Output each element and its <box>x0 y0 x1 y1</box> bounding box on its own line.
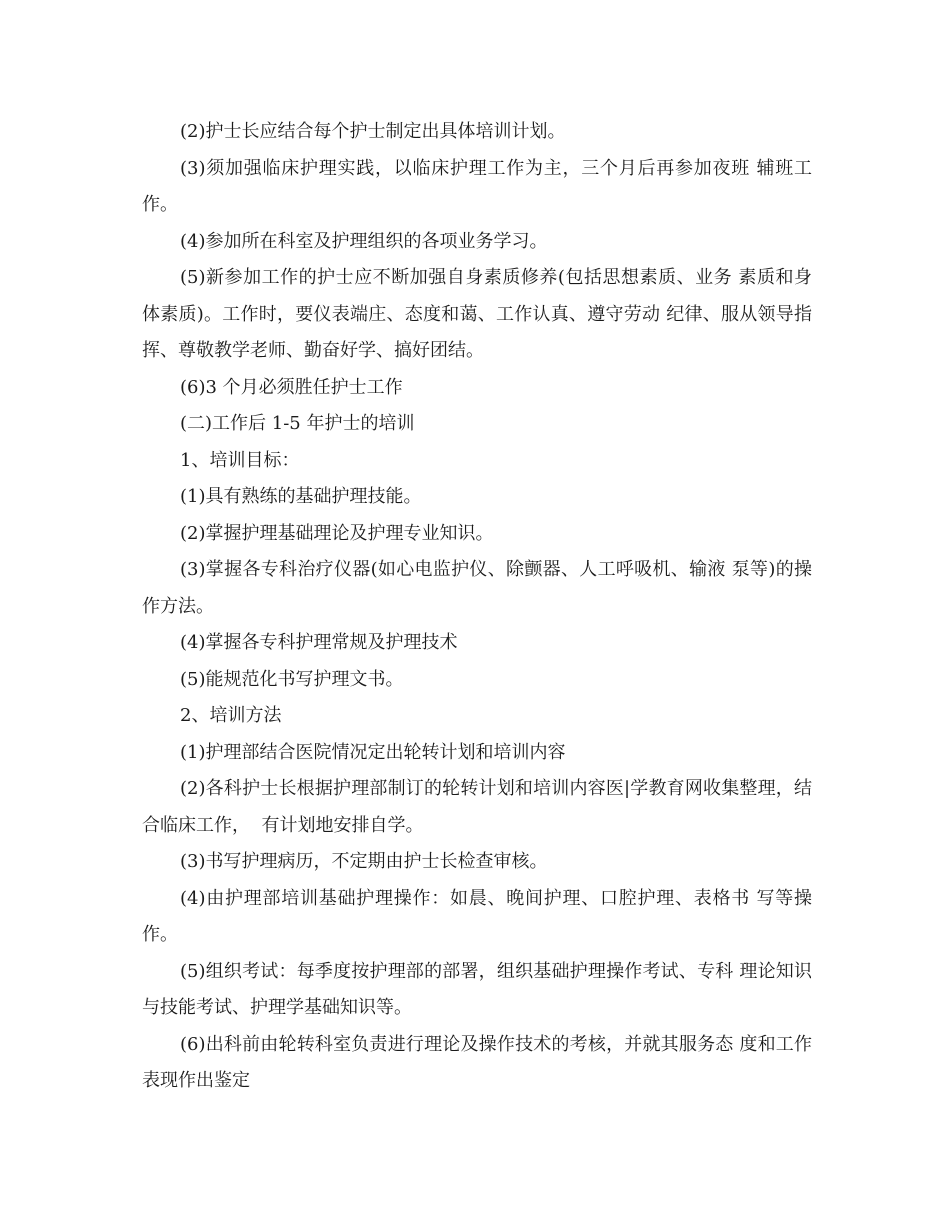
subheading-training-goals: 1、培训目标： <box>180 449 300 471</box>
paragraph-self-cultivation: (5)新参加工作的护士应不断加强自身素质修养(包括思想素质、业务 素质和身体素质)。工作时，要仪表端庄、态度和蔼、工作认真、遵守劳动 纪律、服从领导指挥、尊敬教学老师、勤奋好学、搞好团结。 <box>142 267 812 361</box>
document-body <box>142 114 812 1100</box>
paragraph-goal-4: (4)掌握各专科护理常规及护理技术 <box>180 632 458 653</box>
paragraph-goal-3: (3)掌握各专科治疗仪器(如心电监护仪、除颤器、人工呼吸机、输液 泵等)的操作方法。 <box>142 559 812 617</box>
paragraph-method-1: (1)护理部结合医院情况定出轮转计划和培训内容 <box>180 741 566 763</box>
paragraph-goal-5: (5)能规范化书写护理文书。 <box>180 668 404 690</box>
paragraph-method-2: (2)各科护士长根据护理部制订的轮转计划和培训内容医|学教育网收集整理，结合临床工作， 有计划地安排自学。 <box>142 778 812 836</box>
paragraph-goal-1: (1)具有熟练的基础护理技能。 <box>180 486 422 507</box>
paragraph-clinical-practice: (3)须加强临床护理实践，以临床护理工作为主，三个月后再参加夜班 辅班工作。 <box>142 157 812 215</box>
section-heading-1-5-years: (二)工作后 1-5 年护士的培训 <box>180 413 415 434</box>
paragraph-training-plan: (2)护士长应结合每个护士制定出具体培训计划。 <box>180 121 566 142</box>
paragraph-method-6: (6)出科前由轮转科室负责进行理论及操作技术的考核，并就其服务态 度和工作表现作出鉴定 <box>142 1033 812 1091</box>
paragraph-business-study: (4)参加所在科室及护理组织的各项业务学习。 <box>180 230 548 252</box>
paragraph-three-months: (6)3 个月必须胜任护士工作 <box>180 376 403 398</box>
paragraph-method-3: (3)书写护理病历，不定期由护士长检查审核。 <box>180 851 548 872</box>
paragraph-method-4: (4)由护理部培训基础护理操作：如晨、晚间护理、口腔护理、表格书 写等操作。 <box>142 887 812 945</box>
paragraph-method-5: (5)组织考试：每季度按护理部的部署，组织基础护理操作考试、专科 理论知识与技能考试、护理学基础知识等。 <box>142 960 812 1018</box>
subheading-training-methods: 2、培训方法 <box>180 705 282 726</box>
paragraph-goal-2: (2)掌握护理基础理论及护理专业知识。 <box>180 522 494 544</box>
